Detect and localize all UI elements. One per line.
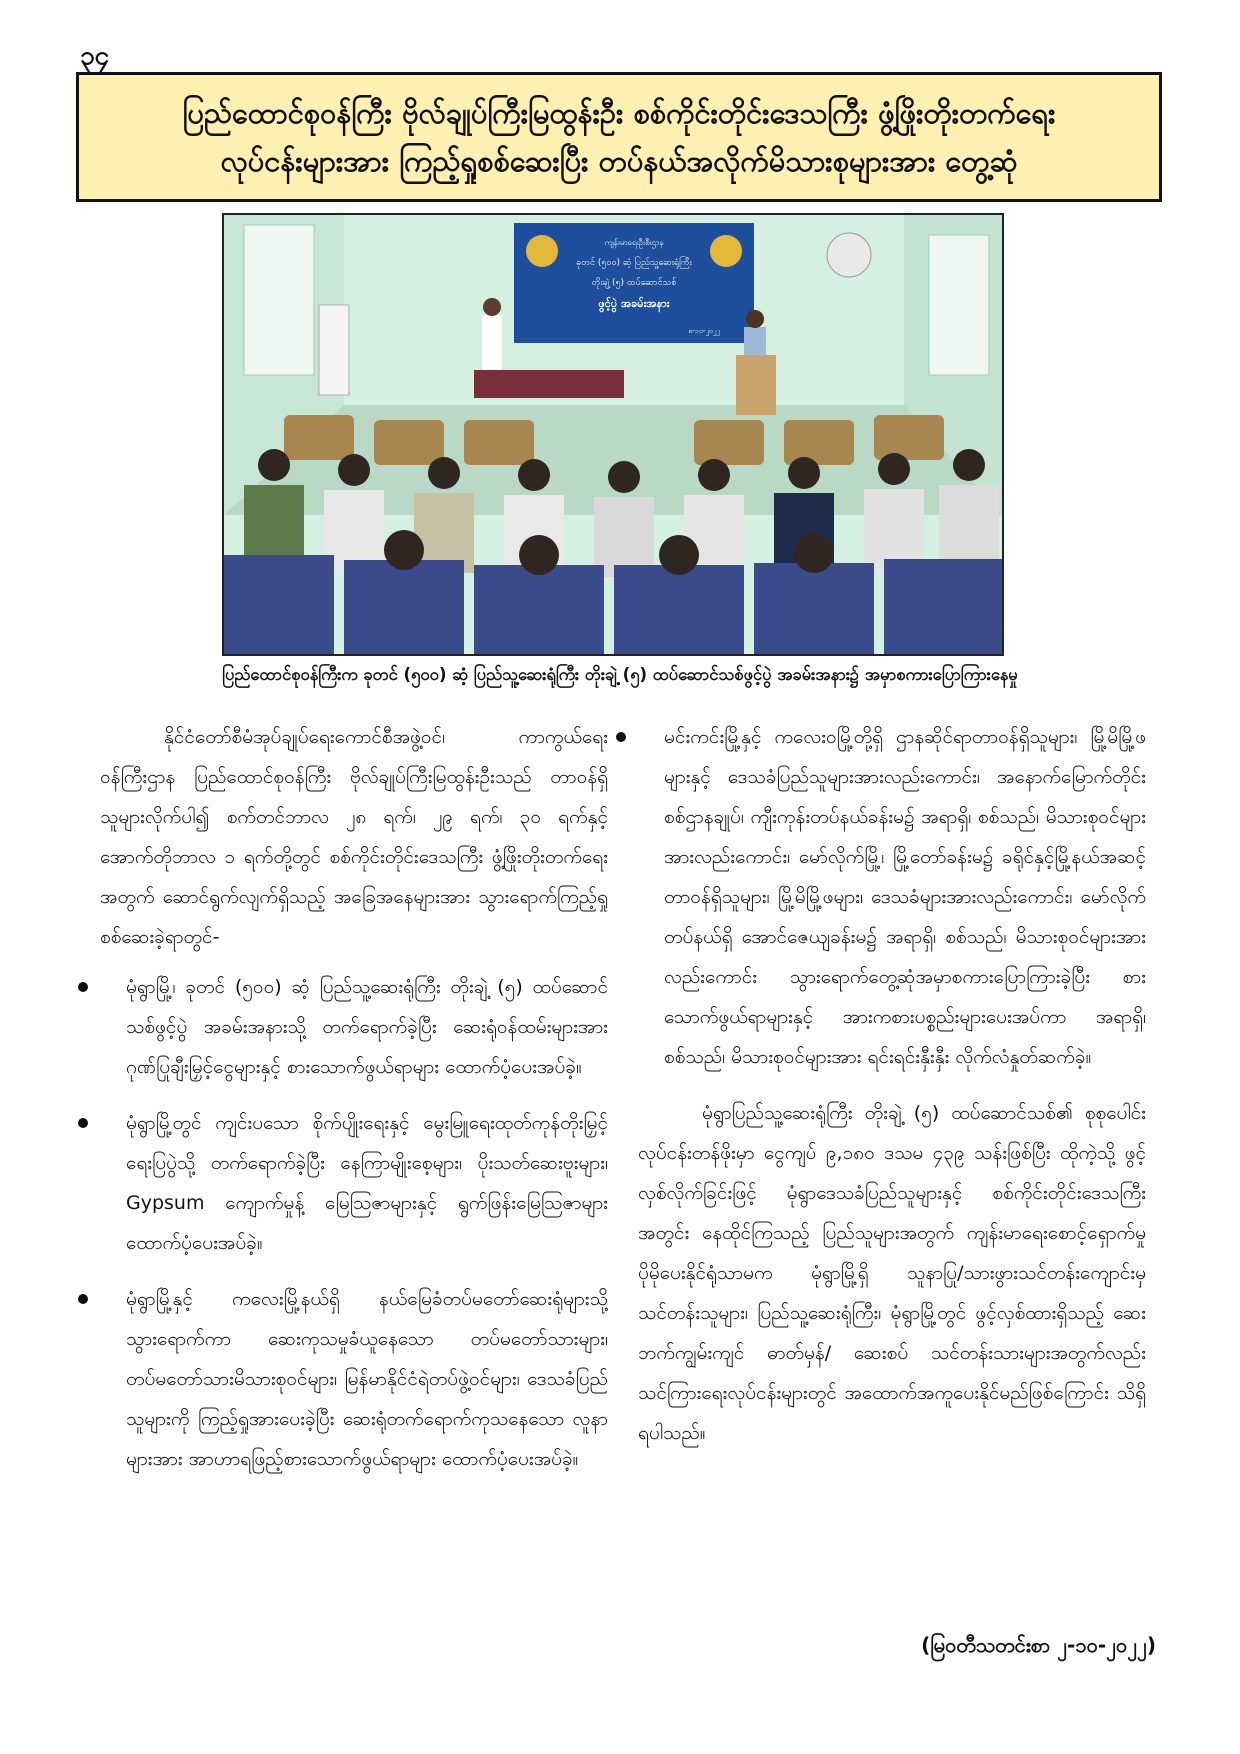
podium	[736, 355, 776, 415]
window-right	[929, 235, 989, 375]
banner-text-3: တိုးချဲ့ (၅) ထပ်ဆောင်သစ်	[591, 278, 677, 288]
page-number: ၃၄	[80, 41, 110, 71]
banner-text-4: ဖွင့်ပွဲ အခမ်းအနား	[598, 297, 670, 310]
window-left	[244, 225, 314, 375]
bullet-item: မုံရွာမြို့တွင် ကျင်းပသော စိုက်ပျိုးရေးနှင့် မွေးမြူရေးထုတ်ကုန်တိုးမြှင့်ရေးပြပွဲသို့ တက်ရောက်ခဲ့ပြီး နေကြာမျိုးစေ့များ၊ ပိုးသတ်ဆေးဗူးများ၊ Gypsum ကျောက်မှုန့် မြေဩဇာများနှင့် ရွက်ဖြန်းမြေဩဇာများ ထောက်ပံ့ပေးအပ်ခဲ့။	[100, 1103, 608, 1263]
front-table	[474, 370, 624, 398]
banner-emblem-left-icon	[526, 235, 558, 267]
banner-text-1: ကျန်းမာရေးဦးစီးဌာန	[604, 238, 664, 247]
air-conditioner	[319, 305, 349, 395]
person-head	[483, 298, 501, 316]
intro-paragraph: နိုင်ငံတော်စီမံအုပ်ချုပ်ရေးကောင်စီအဖွဲ့ဝင်၊ ကာကွယ်ရေးဝန်ကြီးဌာန ပြည်ထောင်စုဝန်ကြီး ဗိုလ်ချုပ်ကြီးမြထွန်းဦးသည် တာဝန်ရှိသူများလိုက်ပါ၍ စက်တင်ဘာလ ၂၈ ရက်၊ ၂၉ ရက်၊ ၃၀ ရက်နှင့် အောက်တိုဘာလ ၁ ရက်တို့တွင် စစ်ကိုင်းတိုင်းဒေသကြီး ဖွံ့ဖြိုးတိုးတက်ရေးအတွက် ဆောင်ရွက်လျက်ရှိသည့် အခြေအနေများအား သွားရောက်ကြည့်ရှုစစ်ဆေးခဲ့ရာတွင်-	[100, 726, 608, 948]
photo-caption: ပြည်ထောင်စုဝန်ကြီးက ခုတင် (၅၀၀) ဆံ့ ပြည်သူ့ဆေးရုံကြီး တိုးချဲ့ (၅) ထပ်ဆောင်သစ်ဖွင့်ပွဲ အခမ်းအနား၌ အမှာစကားပြောကြားနေမှု	[222, 665, 1018, 684]
headline-line-2: လုပ်ငန်းများအား ကြည့်ရှုစစ်ဆေးပြီး တပ်နယ်အလိုက်မိသားစုများအား တွေ့ဆုံ	[220, 144, 1018, 178]
bullet-item: မုံရွာမြို့နှင့် ကလေးမြို့နယ်ရှိ နယ်မြေခံတပ်မတော်ဆေးရုံများသို့ သွားရောက်ကာ ဆေးကုသမှုခံယူနေသော တပ်မတော်သားများ၊ တပ်မတော်သားမိသားစုဝင်များ၊ မြန်မာနိုင်ငံရဲတပ်ဖွဲ့ဝင်များ၊ ဒေသခံပြည်သူများကို ကြည့်ရှုအားပေးခဲ့ပြီး ဆေးရုံတက်ရောက်ကုသနေသော လူနာများအား အာဟာရဖြည့်စားသောက်ဖွယ်ရာများ ထောက်ပံ့ပေးအပ်ခဲ့။	[100, 1279, 608, 1479]
banner-text-2: ခုတင် (၅၀၀) ဆံ့ ပြည်သူ့ဆေးရုံကြီး	[576, 258, 692, 268]
speaker-head	[746, 310, 764, 328]
bullet-item: မင်းကင်းမြို့နှင့် ကလေးဝမြို့တို့ရှိ ဌာနဆိုင်ရာတာဝန်ရှိသူများ၊ မြို့မိမြို့ဖများနှင့် ဒေသခံပြည်သူများအားလည်းကောင်း၊ အနောက်မြောက်တိုင်းစစ်ဌာနချုပ်၊ ကျီးကုန်းတပ်နယ်ခန်းမ၌ အရာရှိ၊ စစ်သည်၊ မိသားစုဝင်များအားလည်းကောင်း၊ မော်လိုက်မြို့၊ မြို့တော်ခန်းမ၌ ခရိုင်နှင့်မြို့နယ်အဆင့် တာဝန်ရှိသူများ၊ မြို့မိမြို့ဖများ၊ ဒေသခံများအားလည်းကောင်း၊ မော်လိုက်တပ်နယ်ရှိ အောင်ဇေယျခန်းမ၌ အရာရှိ၊ စစ်သည်၊ မိသားစုဝင်များအားလည်းကောင်း သွားရောက်တွေ့ဆုံအမှာစကားပြောကြားခဲ့ပြီး စားသောက်ဖွယ်ရာများနှင့် အားကစားပစ္စည်းများပေးအပ်ကာ အရာရှိ၊ စစ်သည်၊ မိသားစုဝင်များအား ရင်းရင်းနှီးနှီး လိုက်လံနှုတ်ဆက်ခဲ့။	[638, 717, 1146, 1077]
bullet-item: မုံရွာမြို့၊ ခုတင် (၅၀၀) ဆံ့ ပြည်သူ့ဆေးရုံကြီး တိုးချဲ့ (၅) ထပ်ဆောင်သစ်ဖွင့်ပွဲ အခမ်းအနားသို့ တက်ရောက်ခဲ့ပြီး ဆေးရုံဝန်ထမ်းများအား ဂုဏ်ပြုချီးမြှင့်ငွေများနှင့် စားသောက်ဖွယ်ရာများ ထောက်ပံ့ပေးအပ်ခဲ့။	[100, 967, 608, 1087]
photo-illustration	[224, 215, 1002, 654]
closing-paragraph: မုံရွာပြည်သူ့ဆေးရုံကြီး တိုးချဲ့ (၅) ထပ်ဆောင်သစ်၏ စုစုပေါင်းလုပ်ငန်းတန်ဖိုးမှာ ငွေကျပ် ၉,၁၈၀ ဒသမ ၄၃၉ သန်းဖြစ်ပြီး ထိုကဲ့သို့ ဖွင့်လှစ်လိုက်ခြင်းဖြင့် မုံရွာဒေသခံပြည်သူများနှင့် စစ်ကိုင်းတိုင်းဒေသကြီးအတွင်း နေထိုင်ကြသည့် ပြည်သူများအတွက် ကျန်းမာရေးစောင့်ရှောက်မှု ပိုမိုပေးနိုင်ရုံသာမက မုံရွာမြို့ရှိ သူနာပြု/သားဖွားသင်တန်းကျောင်းမှ သင်တန်းသူများ၊ ပြည်သူ့ဆေးရုံကြီး၊ မုံရွာမြို့တွင် ဖွင့်လှစ်ထားရှိသည့် ဆေးဘက်ကျွမ်းကျင် ဓာတ်မှန်/ ဆေးစပ် သင်တန်းသားများအတွက်လည်း သင်ကြားရေးလုပ်ငန်းများတွင် အထောက်အကူပေးနိုင်မည်ဖြစ်ကြောင်း သိရှိရပါသည်။	[638, 1102, 1146, 1444]
right-column	[638, 717, 1146, 1463]
source-credit: (မြဝတီသတင်းစာ ၂-၁၀-၂၀၂၂)	[921, 1633, 1156, 1657]
headline-line-1: ပြည်ထောင်စုဝန်ကြီး ဗိုလ်ချုပ်ကြီးမြထွန်းဦး စစ်ကိုင်းတိုင်းဒေသကြီး ဖွံ့ဖြိုးတိုးတက်ရေး	[182, 96, 1056, 130]
wall-fan-icon	[827, 233, 871, 277]
headline-box	[76, 72, 1162, 202]
banner-emblem-right-icon	[710, 235, 742, 267]
news-photo	[222, 213, 1004, 656]
banner-date: ၈-၁၀-၂၀၂၂	[688, 327, 720, 335]
left-column	[100, 717, 608, 1495]
person-standing	[482, 315, 502, 375]
